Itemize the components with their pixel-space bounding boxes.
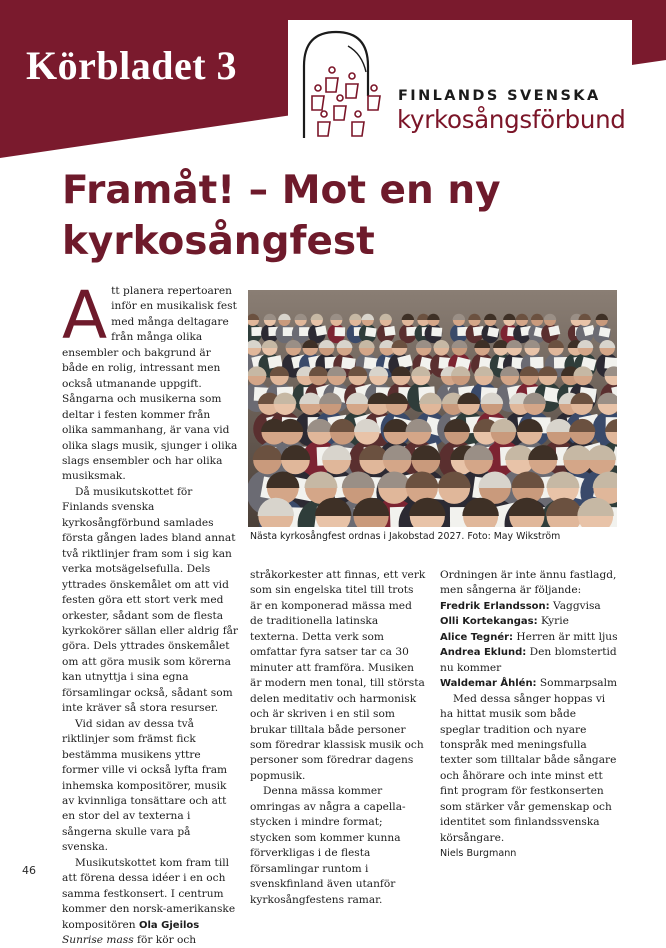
article-column-3 (440, 568, 618, 862)
paragraph-3: Vid sidan av dessa två riktlinjer som främst fick bestämma musikens yttre former ville vi också lyfta fram inhemska kompositörer, musik av kvinnliga tonsättare och att en stor del av texterna i sångerna skulle vara på svenska. (62, 717, 228, 854)
work-title: Sunrise mass (62, 934, 134, 947)
song-item: Waldemar Åhlén: Sommarpsalm (440, 677, 618, 690)
author-signature: Niels Burgmann (440, 848, 517, 860)
paragraph-5: stråkorkester att finnas, ett verk som sin engelska titel till trots är en komponerad mässa med de traditionella latinska texterna. Detta verk som omfattar fyra satser tar ca 30 minuter att framföra. Musiken är modern men tonal, till största delen meditativ och harmonisk och är skriven i en stil som brukar tilltala både personer som föredrar klassisk musik och personer som föredrar dagens popmusik. (250, 569, 426, 782)
choir-logo-icon (296, 26, 396, 144)
organization-name-line1: FINLANDS SVENSKA (398, 88, 601, 104)
paragraph-6: Denna mässa kommer omringas av några a capella-stycken i mindre format; stycken som kommer kunna förverkligas i de flesta församlingar runtom i svenskfinland även utanför kyrkosångfestens ramar. (250, 785, 406, 906)
paragraph-4: Musikutskottet kom fram till att förena dessa idéer i en och samma festkonsert. I centrum kommer den norsk-amerikanske kompositören Ola Gjeilos Sunrise mass för kör och (62, 856, 236, 947)
choir-photo (248, 290, 617, 527)
song-item: Fredrik Erlandsson: Vaggvisa (440, 599, 601, 612)
article-headline: Framåt! – Mot en ny kyrkosångfest (62, 168, 501, 264)
drop-cap: A (62, 277, 108, 354)
composer-name: Ola Gjeilos (139, 919, 200, 931)
paragraph-1: tt planera repertoaren inför en musikalisk fest med många deltagare från många olika ensembler och bakgrund är både en rolig, intressant men också utmanande uppgift. Sångarna och musikerna som deltar i festen kommer från olika sammanhang, är vana vid olika slags musik, sjunger i olika slags ensembler och har olika musiksmak. (62, 285, 238, 483)
song-item: Andrea Eklund: Den blomstertid nu kommer (440, 646, 617, 674)
section-label: Körbladet 3 (26, 43, 238, 88)
paragraph-8: Med dessa sånger hoppas vi ha hittat musik som både speglar tradition och nyare tonspråk med meningsfulla texter som tilltalar både sångare och åhörare och inte minst ett fint program för festkonserten som stärker vår gemenskap och identitet som finlandssvenska körsångare. (440, 692, 617, 844)
article-column-2 (250, 568, 426, 908)
page-number: 46 (22, 864, 36, 877)
organization-name-line2: kyrkosångsförbund (397, 105, 626, 134)
paragraph-2: Då musikutskottet för Finlands svenska kyrkosångförbund samlades första gången lades bland annat två riktlinjer fram som i sig kan verka motsägelsefulla. Dels yttrades önskemålet om att vid festen göra ett stort verk med orkester, sådant som de flesta kyrkokörer sällan eller aldrig får göra. Dels yttrades önskemålet om att göra musik som körerna kan utnyttja i sina egna församlingar också, sådant som inte kräver så stora resurser. (62, 485, 238, 715)
paragraph-7: Ordningen är inte ännu fastlagd, men sångerna är följande: (440, 569, 617, 597)
photo-caption: Nästa kyrkosångfest ordnas i Jakobstad 2027. Foto: May Wikström (250, 531, 561, 542)
song-item: Alice Tegnér: Herren är mitt ljus (440, 630, 618, 643)
article-column-1 (62, 277, 238, 948)
song-item: Olli Kortekangas: Kyrie (440, 615, 569, 628)
